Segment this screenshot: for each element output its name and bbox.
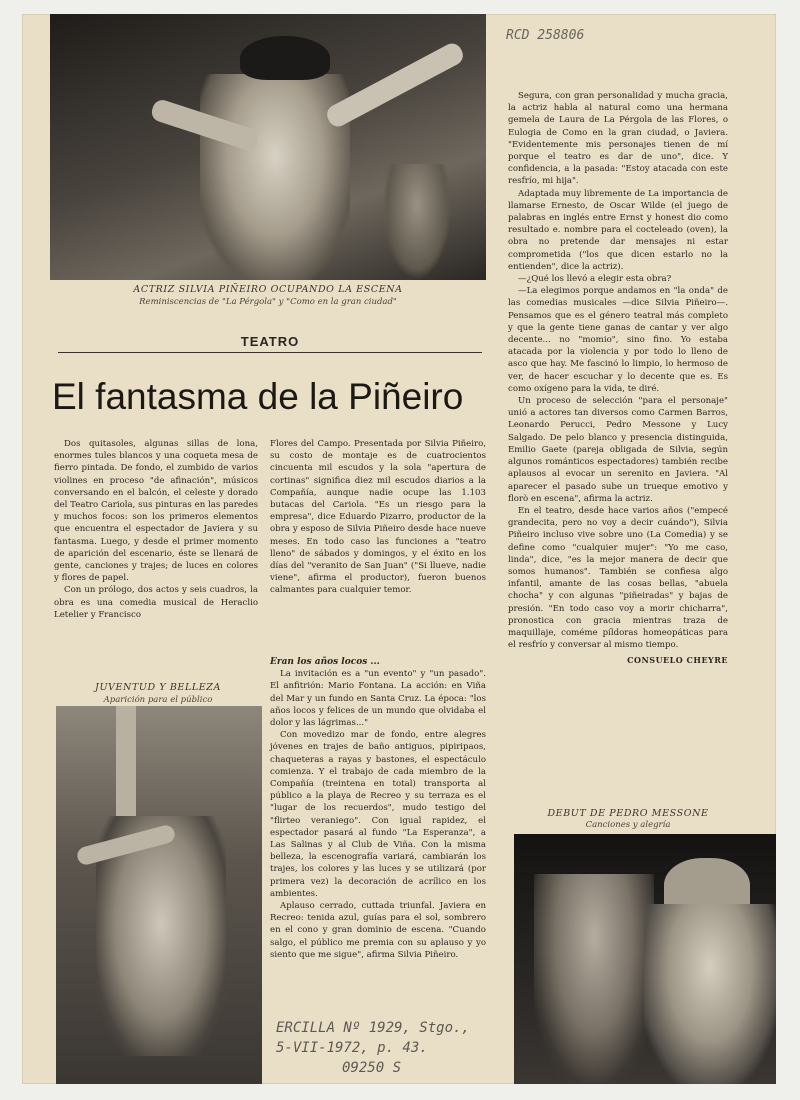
left-bottom-photo	[56, 706, 262, 1084]
right-bottom-photo	[514, 834, 776, 1084]
column-middle-paragraph: Con movedizo mar de fondo, entre alegres jóvenes en trajes de baño antiguos, pipiripaos, chaqueteras a rayas y bastones, el espectáculo comienza. Y el trabajo de cada miembro de la Compañía (treintena en total) transporta al público a la playa de Recreo y su terraza es el "lugar de los recuerdos", mudo testigo del "flirteo veraniego". Con igual rapidez, el espectador pasará al fundo "La Esperanza", a Las Salinas y al Club de Viña. Con la misma belleza, la escenografía variará, cambiarán los trajes, los colores y las luces y se utilizará (por primera vez) la decoración de acrílico en los ambientes.	[270, 730, 486, 899]
top-photo-subcaption: Reminiscencias de "La Pérgola" y "Como en la gran ciudad"	[139, 297, 397, 307]
newspaper-clipping	[22, 14, 776, 1084]
column-right-paragraph: —La elegimos porque andamos en "la onda" de las comedias musicales —dice Silvia Piñeiro—. Pensamos que es el género teatral más completo y que la gente tiene ganas de cantar y ver algo decente... no "momio", sino fino. Yo estaba atacada por la violencia y por todo lo lleno de asco que hay. Me fascinó lo limpio, lo hermoso de ver, de hacer escuchar y lo decente que es. Es como oxígeno para la vida, te diré.	[508, 286, 728, 394]
background-actor	[382, 164, 452, 280]
column-middle-top	[270, 438, 486, 597]
actress-figure	[200, 74, 350, 280]
column-right-paragraph: Un proceso de selección "para el personaje" unió a actores tan diversos como Carmen Barros, Leonardo Perucci, Pedro Messone y Lucy Salgado. De pelo blanco y presencia distinguida, Emilio Gaete (pareja obligada de Silvia, según algunos románticos espectadores) también recibe aplausos al evocar un serenito en Javiera. "Al aparecer el pasado sube un trueque emotivo y florò en escena", afirma la actriz.	[508, 396, 728, 504]
column-right	[508, 90, 728, 667]
left-photo-subcaption: Aparición para el público	[103, 695, 213, 705]
puppet-figure	[644, 904, 776, 1084]
column-right-paragraph: —¿Qué los llevó a elegir esta obra?	[518, 274, 672, 285]
handwritten-note-line3: 09250 S	[342, 1060, 402, 1076]
right-photo-subcaption: Canciones y alegría	[585, 820, 671, 830]
section-rule-top	[58, 352, 482, 353]
column-middle-paragraph: La invitación es a "un evento" y "un pasado". El anfitrión: Mario Fontana. La acción: en Viña del Mar y un fundo en Santa Cruz. La época: "los años locos y felices de un mundo que olvidaba el dolor y las lágrimas..."	[270, 669, 486, 729]
headline: El fantasma de la Piñeiro	[52, 376, 464, 417]
column-middle-subhead: Eran los años locos ...	[270, 657, 380, 667]
reference-code: RCD 258806	[506, 28, 585, 43]
column-right-paragraph: Adaptada muy libremente de La importancia de llamarse Ernesto, de Oscar Wilde (el juego de palabras en inglés entre Ernst y honest dio como resultado e. nombre para el cocteleado (oven), la obra no pretende dar mensajes ni estar comprometida ("los que dicen estarlo no la entienden", dice la actriz).	[508, 188, 728, 272]
actress-hat	[240, 36, 330, 80]
column-right-paragraph: Segura, con gran personalidad y mucha gracia, la actriz habla al natural como una hermana gemela de Laura de La Pérgola de las Flores, o Eulogia de Como en la gran ciudad, o Javiera. "Evidentemente mis personajes tienen de mí porque el teatro es dar de uno", dice. Y confidencia, a la pasada: "Estoy atacada con este resfrío, mi hija".	[508, 91, 728, 187]
singer-figure	[534, 874, 654, 1084]
column-left-paragraph: Dos quitasoles, algunas sillas de lona, enormes tules blancos y una coqueta mesa de fierro pintada. De fondo, el zumbido de varios violines en proceso "de afinación", músicos conversando en el balcón, el celeste y dorado del Teatro Cariola, sus pinturas en las paredes y muchos focos: son los primeros elementos que encuentra el espectador de Javiera y su fantasma. Luego, y desde el primer momento de aparición del escenario, éste se llenará de gente, canciones y trajes; de luces en colores y flores de papel.	[54, 439, 258, 584]
column-left	[54, 438, 258, 621]
column-left-paragraph: Con un prólogo, dos actos y seis cuadros, la obra es una comedia musical de Heraclio Letelier y Francisco	[54, 585, 258, 620]
column-right-paragraph: En el teatro, desde hace varios años ("empecé grandecita, pero no voy a decir cuándo"), Silvia Piñeiro incluso vive sobre uno (La Comedia) y se define como "cualquier mujer": "Yo me caso, linda", dice, "es la mejor manera de decir que somos humanos". También se confiesa algo infantil, amante de las cosas bellas, "abuela chocha" y con algunas "piñeiradas" y bajas de presión. "En todo caso voy a morir chicharra", pronostica con gracia mientras traza de maquillaje, coméme píldoras homeopáticas para el resfrío y conversar al mismo tiempo.	[508, 505, 728, 651]
column-middle-paragraph: Aplauso cerrado, cuttada triunfal. Javiera en Recreo: tenida azul, guías para el sol, sombrero en el cono y gran dominio de escena. "Cuando salgo, el público me premia con su aplauso y yo siento que me sigue", afirma Silvia Piñeiro.	[270, 901, 486, 960]
right-photo-caption: DEBUT DE PEDRO MESSONE	[547, 808, 709, 819]
handwritten-note-line1: ERCILLA Nº 1929, Stgo.,	[276, 1020, 470, 1036]
left-photo-caption: JUVENTUD Y BELLEZA	[95, 682, 221, 693]
top-photo-caption: ACTRIZ SILVIA PIÑEIRO OCUPANDO LA ESCENA	[133, 284, 403, 295]
byline: CONSUELO CHEYRE	[627, 655, 728, 666]
column-middle-paragraph: Flores del Campo. Presentada por Silvia Piñeiro, su costo de montaje es de cuatrocientos cincuenta mil escudos y la sola "apertura de cortinas" significa diez mil escudos diarios a la Compañía, aunque nadie ocupe las 1.103 butacas del Cariola. "Es un riesgo para la empresa", dice Eduardo Pizarro, productor de la obra y esposo de Silvia Piñeiro desde hace nueve meses. En todo caso las funciones a "teatro lleno" de sábados y domingos, y el éxito en los días del "veranito de San Juan" ("Si llueve, nadie viene", afirma el productor), fueron buenos calmantes para cualquier temor.	[270, 439, 486, 596]
column-middle-bottom	[270, 656, 486, 961]
section-label: TEATRO	[240, 334, 300, 349]
handwritten-note-line2: 5-VII-1972, p. 43.	[276, 1040, 428, 1056]
top-photo	[50, 14, 486, 280]
